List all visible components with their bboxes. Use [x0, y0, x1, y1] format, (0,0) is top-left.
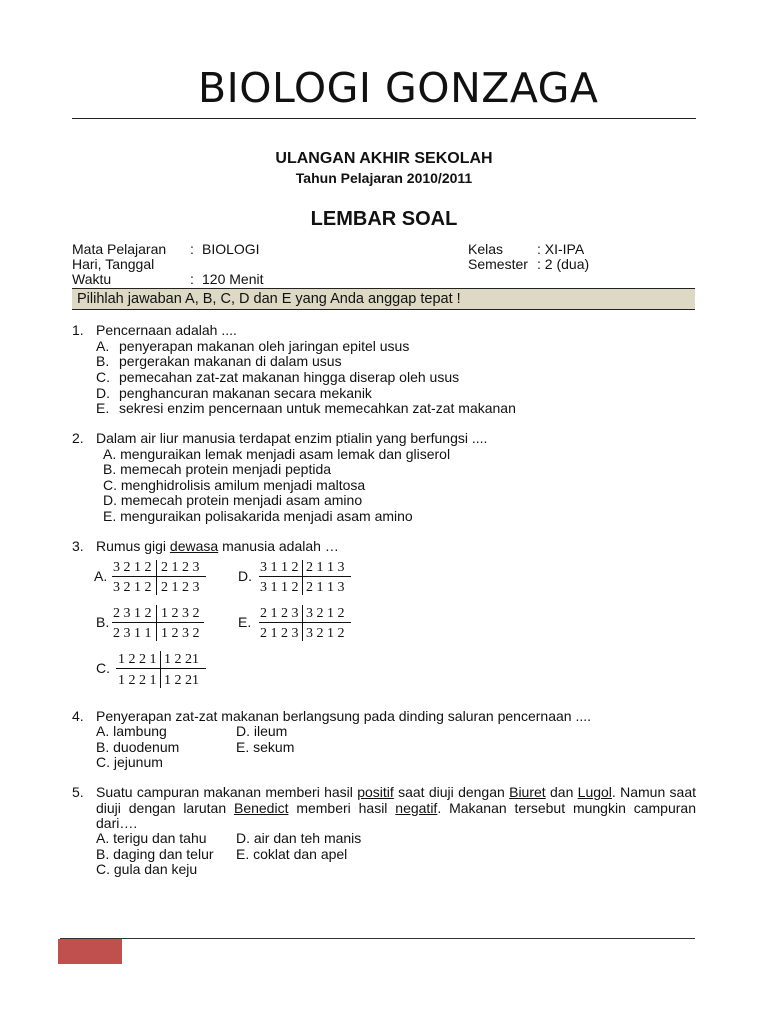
q1-option-text: penyerapan makanan oleh jaringan epitel usus [119, 338, 410, 354]
time-label: Waktu [72, 271, 112, 287]
q4-option: C. jejunum [96, 754, 163, 770]
class-label: Kelas [468, 241, 504, 257]
q3-number: 3. [72, 538, 84, 554]
q5-option: C. gula dan keju [96, 861, 198, 877]
sheet-title: LEMBAR SOAL [310, 208, 458, 230]
q1-option-letter: D. [96, 385, 110, 401]
q5-keyword: Biuret [509, 784, 546, 800]
q5-option: B. daging dan telur [96, 846, 214, 862]
q4-number: 4. [72, 708, 84, 724]
formula-bottom-left: 3 1 1 2 [260, 580, 299, 595]
formula-top-left: 3 1 1 2 [260, 560, 299, 575]
q5-option: E. coklat dan apel [236, 846, 348, 862]
q2-option: B. memecah protein menjadi peptida [103, 461, 332, 477]
q5-option: D. air dan teh manis [236, 830, 362, 846]
formula-top-right: 1 2 3 2 [161, 606, 200, 621]
q5-text: Suatu campuran makanan memberi hasil positif saat diuji dengan Biuret dan Lugol. Namun saat diuji dengan larutan Benedict memberi hasil negatif. Makanan tersebut mungkin campuran dari…. [96, 784, 697, 831]
date-label: Hari, Tanggal [72, 256, 155, 272]
time-value: 120 Menit [202, 271, 264, 287]
q1-option-letter: A. [96, 338, 110, 354]
time-colon: : [190, 271, 194, 287]
q3-underlined-word: dewasa [169, 538, 219, 554]
q3-option-letter: E. [238, 614, 252, 630]
semester-label: Semester [468, 256, 528, 272]
semester-value: : 2 (dua) [537, 256, 590, 272]
formula-divider [156, 560, 157, 595]
q2-number: 2. [72, 430, 84, 446]
q2-option: E. menguraikan polisakarida menjadi asam amino [103, 508, 413, 524]
q1-option-letter: B. [96, 353, 110, 369]
instruction-text: Pilihlah jawaban A, B, C, D dan E yang Anda anggap tepat ! [77, 291, 461, 307]
header-title: BIOLOGI GONZAGA [198, 64, 599, 112]
formula-bottom-right: 2 1 1 3 [306, 580, 345, 595]
exam-name: ULANGAN AKHIR SEKOLAH [275, 150, 493, 167]
q1-option-letter: E. [96, 400, 110, 416]
q3-text: Rumus gigi dewasa manusia adalah … [96, 538, 339, 554]
footer-divider [60, 938, 695, 939]
formula-fraction-line [112, 622, 204, 623]
q3-option-letter: D. [238, 568, 252, 584]
formula-top-left: 1 2 2 1 [118, 652, 157, 667]
formula-bottom-right: 2 1 2 3 [161, 580, 200, 595]
formula-top-right: 3 2 1 2 [306, 606, 345, 621]
q1-option-text: penghancuran makanan secara mekanik [119, 385, 372, 401]
formula-top-right: 2 1 2 3 [161, 560, 200, 575]
formula-bottom-left: 2 3 1 1 [113, 626, 152, 641]
q5-option: A. terigu dan tahu [96, 830, 207, 846]
q4-option: A. lambung [96, 723, 167, 739]
q2-option: D. memecah protein menjadi asam amino [103, 492, 363, 508]
formula-top-left: 2 3 1 2 [113, 606, 152, 621]
formula-bottom-right: 1 2 3 2 [161, 626, 200, 641]
q4-option: D. ileum [236, 723, 288, 739]
q4-text: Penyerapan zat-zat makanan berlangsung pada dinding saluran pencernaan .... [96, 708, 592, 724]
q5-number: 5. [72, 784, 84, 800]
formula-fraction-line [259, 622, 351, 623]
formula-divider [302, 560, 303, 595]
formula-bottom-right: 3 2 1 2 [306, 626, 345, 641]
formula-divider [302, 605, 303, 641]
subject-label: Mata Pelajaran [72, 241, 167, 257]
footer-accent-block [58, 939, 122, 964]
formula-fraction-line [259, 576, 351, 577]
formula-bottom-left: 1 2 2 1 [118, 673, 157, 688]
q5-keyword: negatif [395, 799, 438, 816]
class-value: : XI-IPA [537, 241, 585, 257]
q4-option: E. sekum [236, 739, 295, 755]
subject-colon: : [190, 241, 194, 257]
formula-top-left: 2 1 2 3 [260, 606, 299, 621]
formula-fraction-line [112, 576, 206, 577]
q1-option-letter: C. [96, 369, 110, 385]
formula-divider [156, 605, 157, 641]
q4-option: B. duodenum [96, 739, 180, 755]
subject-value: BIOLOGI [202, 241, 260, 257]
instruction-banner [72, 288, 695, 310]
formula-top-left: 3 2 1 2 [113, 560, 152, 575]
q1-text: Pencernaan adalah .... [96, 322, 237, 338]
q1-option-text: sekresi enzim pencernaan untuk memecahkan zat-zat makanan [119, 400, 516, 416]
q5-keyword: Lugol [577, 784, 612, 800]
q3-option-letter: A. [94, 568, 108, 584]
q1-option-text: pergerakan makanan di dalam usus [119, 353, 342, 369]
q2-text: Dalam air liur manusia terdapat enzim ptialin yang berfungsi .... [96, 430, 488, 446]
q2-option: C. menghidrolisis amilum menjadi maltosa [103, 477, 366, 493]
q5-keyword: Benedict [233, 799, 289, 816]
formula-bottom-left: 3 2 1 2 [113, 580, 152, 595]
formula-bottom-left: 2 1 2 3 [260, 626, 299, 641]
formula-divider [160, 651, 161, 688]
formula-fraction-line [116, 668, 206, 669]
q1-option-text: pemecahan zat-zat makanan hingga diserap oleh usus [119, 369, 460, 385]
q3-option-letter: C. [96, 660, 110, 676]
formula-bottom-right: 1 2 21 [164, 673, 199, 688]
q3-option-letter: B. [96, 614, 110, 630]
formula-top-right: 2 1 1 3 [306, 560, 345, 575]
exam-year: Tahun Pelajaran 2010/2011 [295, 170, 473, 186]
q2-option: A. menguraikan lemak menjadi asam lemak dan gliserol [103, 446, 451, 462]
header-divider [72, 118, 696, 119]
formula-top-right: 1 2 21 [164, 652, 199, 667]
q1-number: 1. [72, 322, 84, 338]
q5-keyword: positif [357, 784, 394, 800]
